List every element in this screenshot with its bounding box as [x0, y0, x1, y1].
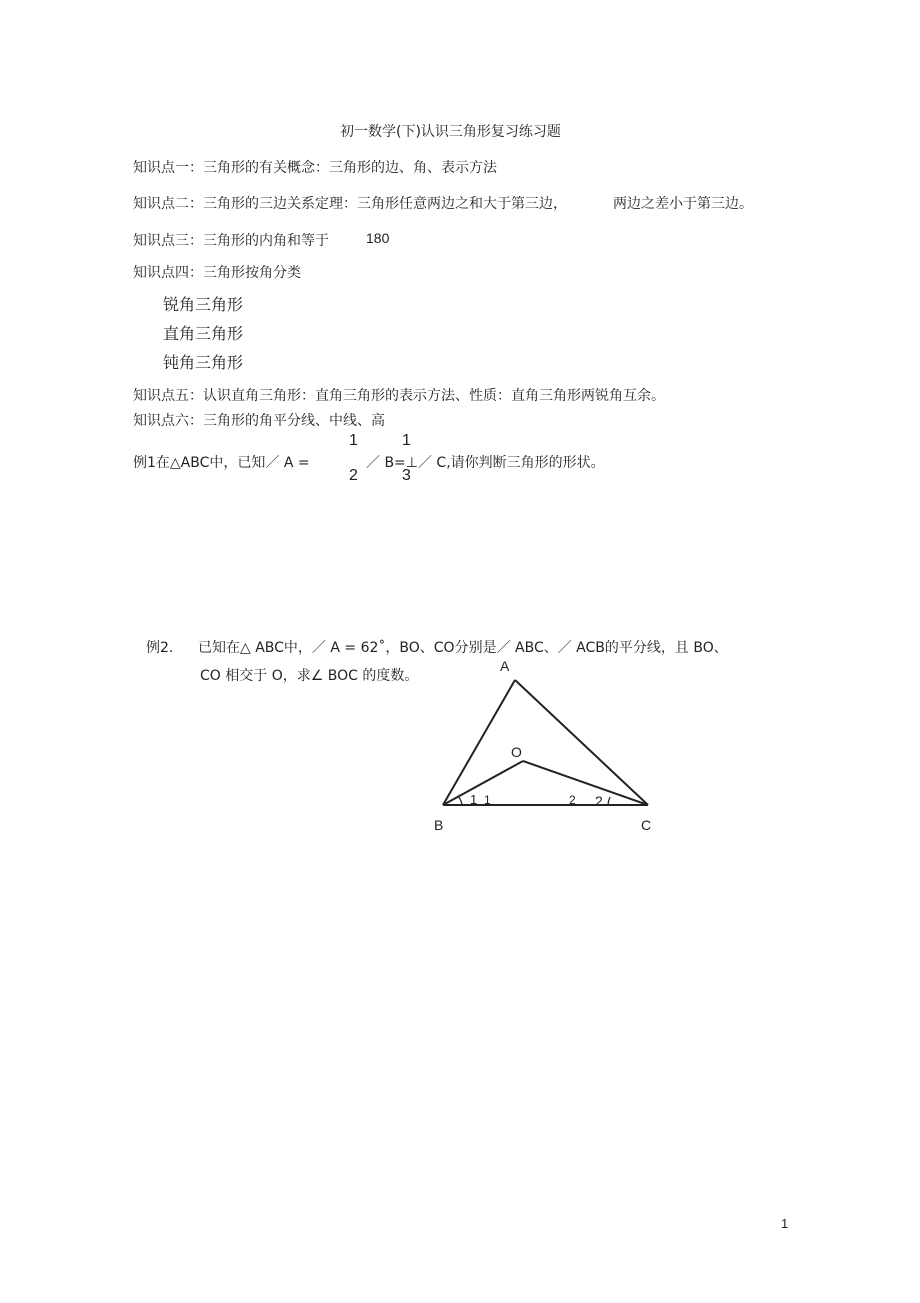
angle-label-c2: 2	[595, 793, 603, 809]
page-number: 1	[781, 1216, 789, 1231]
vertex-b-label: B	[434, 817, 444, 833]
knowledge-point-label: 知识点四：	[133, 265, 203, 281]
example-1-prefix: 例1在△ABC中，已知／ A =	[133, 455, 310, 471]
angle-sum-value: 180	[366, 230, 390, 246]
segment-co	[523, 761, 648, 805]
vertex-o-label: O	[511, 744, 522, 760]
fraction-1-numerator: 1	[349, 432, 358, 449]
knowledge-point-text: 三角形的三边关系定理：三角形任意两边之和大于第三边，	[203, 196, 567, 212]
example-2-label: 例2.	[146, 640, 174, 656]
angle-arc-c	[608, 797, 610, 805]
knowledge-point-2-continuation: 两边之差小于第三边。	[613, 196, 753, 212]
knowledge-point-text: 三角形按角分类	[203, 265, 301, 281]
knowledge-point-label: 知识点一：	[133, 160, 203, 176]
knowledge-point-label: 知识点二：	[133, 196, 203, 212]
classification-right: 直角三角形	[163, 324, 244, 343]
angle-label-b2: 1	[484, 793, 491, 807]
knowledge-point-text: 三角形的内角和等于	[203, 233, 329, 249]
knowledge-point-label: 知识点三：	[133, 233, 203, 249]
page-title: 初一数学(下)认识三角形复习练习题	[340, 124, 561, 140]
side-ac	[515, 680, 648, 805]
triangle-figure	[420, 650, 680, 840]
knowledge-point-3	[133, 230, 329, 250]
fraction-1-denominator: 2	[349, 467, 358, 484]
angle-label-c1: 2	[569, 793, 576, 807]
knowledge-point-4	[133, 262, 301, 282]
example-2-line-2: CO 相交于 O，求∠ BOC 的度数。	[200, 668, 419, 684]
knowledge-point-5	[133, 385, 665, 405]
example-1-middle: ／ B=⊥／ C,请你判断三角形的形状。	[366, 455, 605, 471]
angle-label-b1: 1	[470, 792, 478, 807]
knowledge-point-text: 三角形的角平分线、中线、高	[203, 413, 385, 429]
fraction-2-denominator: 3	[402, 467, 411, 484]
knowledge-point-6	[133, 410, 385, 430]
knowledge-point-2	[133, 193, 567, 213]
example-2-line-1: 已知在△ ABC中，／ A = 62˚，BO、CO分别是／ ABC、／ ACB的平分线，且 BO、	[198, 640, 728, 656]
fraction-2-numerator: 1	[402, 432, 411, 449]
vertex-a-label: A	[500, 658, 510, 674]
vertex-c-label: C	[641, 817, 652, 833]
knowledge-point-1	[133, 157, 497, 177]
knowledge-point-label: 知识点五：	[133, 388, 203, 404]
classification-obtuse: 钝角三角形	[163, 353, 244, 372]
classification-acute: 锐角三角形	[163, 295, 244, 314]
angle-arc-b	[458, 796, 462, 805]
knowledge-point-label: 知识点六：	[133, 413, 203, 429]
knowledge-point-text: 认识直角三角形：直角三角形的表示方法、性质：直角三角形两锐角互余。	[203, 388, 665, 404]
knowledge-point-text: 三角形的有关概念：三角形的边、角、表示方法	[203, 160, 497, 176]
